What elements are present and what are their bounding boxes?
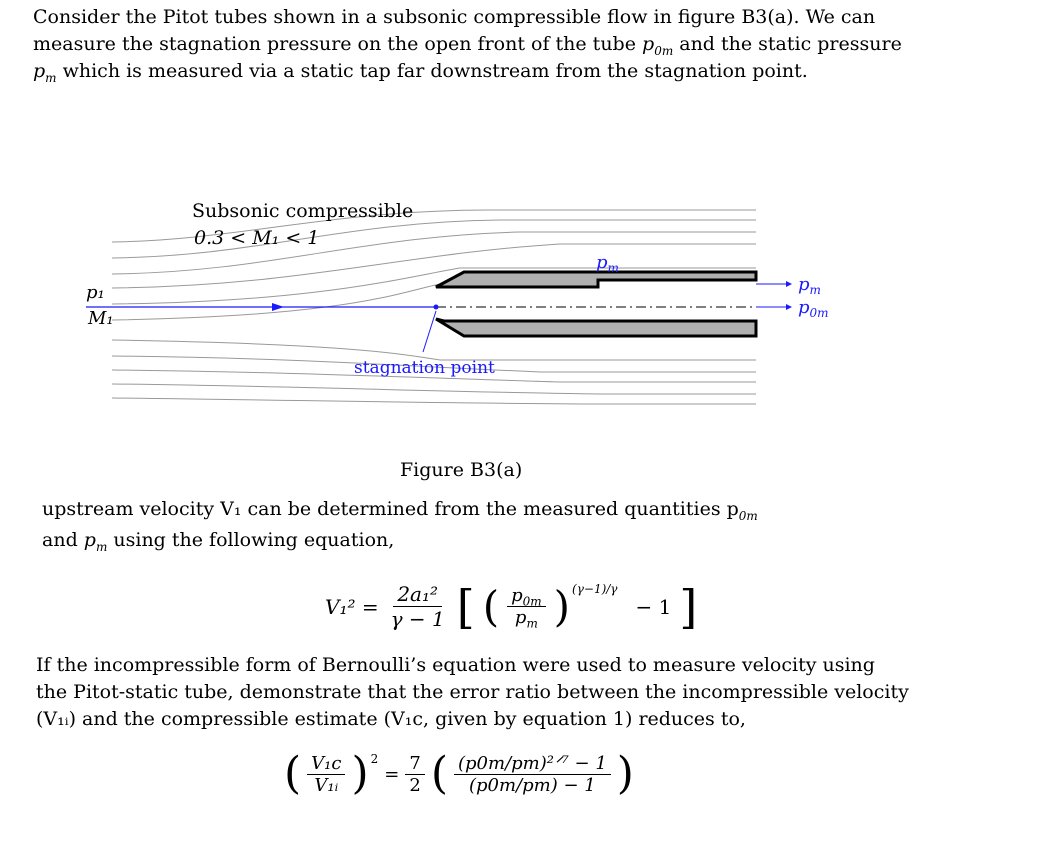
- pm-out-arrow-icon: [786, 281, 792, 287]
- eq2-velocity-ratio: $\frac{\text{V₁c}}{\text{V₁ᵢ}}$: [307, 753, 345, 796]
- eq1-pressure-ratio: $\frac{p_{0m}}{p_m}$: [507, 585, 546, 628]
- stagnation-pointer: [423, 311, 436, 352]
- eq2-right-paren: ): [351, 748, 369, 799]
- symbol-p0m: $p_{0m}$: [642, 33, 674, 58]
- eq2-square: 2: [370, 752, 379, 766]
- label-pm-right: $p_m$: [798, 274, 821, 297]
- label-m1: M₁: [88, 308, 114, 329]
- stagnation-dot: [434, 305, 439, 310]
- tube-lower-wall: [436, 319, 756, 336]
- eq1-minus-one: − 1: [635, 594, 672, 619]
- para3-line3: (V₁ᵢ) and the compressible estimate (V₁c, given by equation 1) reduces to,: [36, 708, 746, 730]
- flow-arrow-icon: [272, 303, 284, 311]
- p0m-out-arrow-icon: [786, 304, 792, 310]
- equation-1: [325, 579, 698, 634]
- eq1-coefficient: $\frac{\text{2a₁²}}{\gamma - 1}$: [390, 582, 445, 631]
- figure-title-line1: Subsonic compressible: [192, 200, 414, 222]
- eq2-pressure-expression: $\frac{\text{(p0m/pm)²ᐟ⁷ − 1}}{(p0m/pm) - 1}$: [454, 753, 611, 796]
- label-p1: p₁: [86, 282, 105, 303]
- figure-title-line2: 0.3 < M₁ < 1: [194, 227, 320, 249]
- eq1-right-paren: ): [553, 581, 571, 631]
- eq1-left-paren: (: [482, 581, 500, 631]
- para2-line2: and $p_m$ using the following equation,: [42, 529, 395, 554]
- equation-2: [284, 748, 634, 799]
- intro-line-2: measure the stagnation pressure on the open front of the tube $p_{0m}$ and the static pressure: [33, 33, 902, 58]
- eq2-big-right-paren: ): [616, 748, 634, 799]
- label-stagnation-point: stagnation point: [354, 358, 495, 378]
- para3-line1: If the incompressible form of Bernoulli’s equation were used to measure velocity using: [36, 654, 875, 676]
- eq2-big-left-paren: (: [430, 748, 448, 799]
- symbol-pm-2: $p_m$: [83, 529, 108, 554]
- pitot-tube-figure: [0, 180, 1056, 430]
- label-p0m-right: $p_{0m}$: [798, 297, 829, 320]
- label-pm-top: $p_m$: [596, 252, 619, 275]
- intro-line-1: Consider the Pitot tubes shown in a subsonic compressible flow in figure B3(a). We can: [33, 6, 876, 28]
- eq2-left-paren: (: [284, 748, 302, 799]
- para3: [36, 652, 1036, 733]
- eq1-right-bracket: ]: [679, 579, 698, 634]
- intro-paragraph: [33, 4, 1033, 85]
- para3-line2: the Pitot-static tube, demonstrate that the error ratio between the incompressible velocity: [36, 681, 909, 703]
- eq1-left-bracket: [: [456, 579, 475, 634]
- para2: [42, 496, 1022, 554]
- figure-caption: Figure B3(a): [400, 459, 523, 481]
- eq2-equals: =: [384, 763, 400, 785]
- para2-line1: upstream velocity V₁ can be determined from the measured quantities $p_{0m}$: [42, 498, 758, 523]
- eq1-lhs: V₁² =: [325, 594, 379, 619]
- eq2-coefficient: $\frac{7}{2}$: [405, 753, 424, 796]
- symbol-pm: $p_m$: [33, 60, 57, 85]
- intro-line-3: $p_m$ which is measured via a static tap far downstream from the stagnation point.: [33, 60, 808, 85]
- eq1-exponent: (γ−1)/γ: [572, 582, 618, 596]
